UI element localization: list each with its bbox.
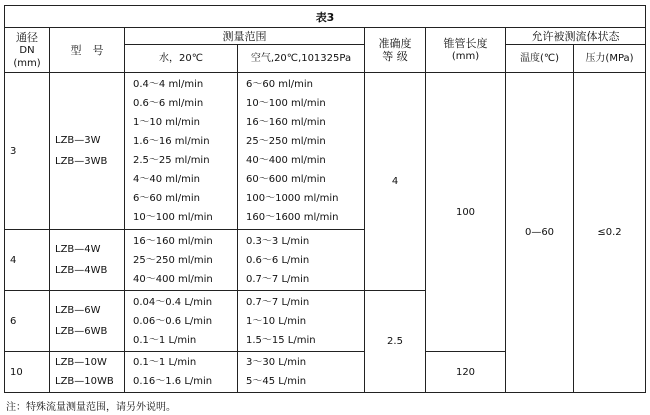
allowed-state-header: 允许被测流体状态	[506, 28, 646, 45]
range-header: 测量范围	[125, 28, 365, 45]
dn-cell: 10	[5, 352, 50, 393]
accuracy-cell: 2.5	[365, 291, 426, 393]
air-range-cell: 6～60 ml/min 10～100 ml/min 16～160 ml/min 25～250 ml/min 40～400 ml/min 60～600 ml/min 100～1000 ml/min 160～1600 ml/min	[238, 73, 365, 230]
pressure-header: 压力(MPa)	[574, 45, 646, 73]
model-cell: LZB—10W LZB—10WB	[50, 352, 125, 393]
model-header: 型 号	[50, 28, 125, 73]
dn-header: 通径 DN (mm)	[5, 28, 50, 73]
footnote: 注：特殊流量测量范围，请另外说明。	[6, 402, 176, 413]
air-range-cell: 3～30 L/min 5～45 L/min	[238, 352, 365, 393]
taper-length-cell: 100	[426, 73, 506, 352]
dn-cell: 3	[5, 73, 50, 230]
taper-length-cell: 120	[426, 352, 506, 393]
table-title: 表3	[5, 6, 646, 28]
dn-cell: 4	[5, 230, 50, 291]
temperature-cell: 0—60	[506, 73, 574, 393]
water-range-cell: 0.1～1 L/min 0.16～1.6 L/min	[125, 352, 238, 393]
air-header: 空气,20℃,101325Pa	[238, 45, 365, 73]
model-cell: LZB—4W LZB—4WB	[50, 230, 125, 291]
air-range-cell: 0.7～7 L/min 1～10 L/min 1.5～15 L/min	[238, 291, 365, 352]
accuracy-header: 准确度 等 级	[365, 28, 426, 73]
flowmeter-spec-table	[4, 5, 646, 393]
dn-cell: 6	[5, 291, 50, 352]
water-range-cell: 0.4～4 ml/min 0.6～6 ml/min 1～10 ml/min 1.6～16 ml/min 2.5～25 ml/min 4～40 ml/min 6～60 ml/min 10～100 ml/min	[125, 73, 238, 230]
model-cell: LZB—3W LZB—3WB	[50, 73, 125, 230]
water-header: 水，20℃	[125, 45, 238, 73]
model-cell: LZB—6W LZB—6WB	[50, 291, 125, 352]
accuracy-cell: 4	[365, 73, 426, 291]
water-range-cell: 16～160 ml/min 25～250 ml/min 40～400 ml/min	[125, 230, 238, 291]
temperature-header: 温度(℃)	[506, 45, 574, 73]
table-row	[5, 73, 646, 230]
taper-length-header: 锥管长度 (mm)	[426, 28, 506, 73]
water-range-cell: 0.04～0.4 L/min 0.06～0.6 L/min 0.1～1 L/min	[125, 291, 238, 352]
air-range-cell: 0.3～3 L/min 0.6～6 L/min 0.7～7 L/min	[238, 230, 365, 291]
pressure-cell: ≤0.2	[574, 73, 646, 393]
